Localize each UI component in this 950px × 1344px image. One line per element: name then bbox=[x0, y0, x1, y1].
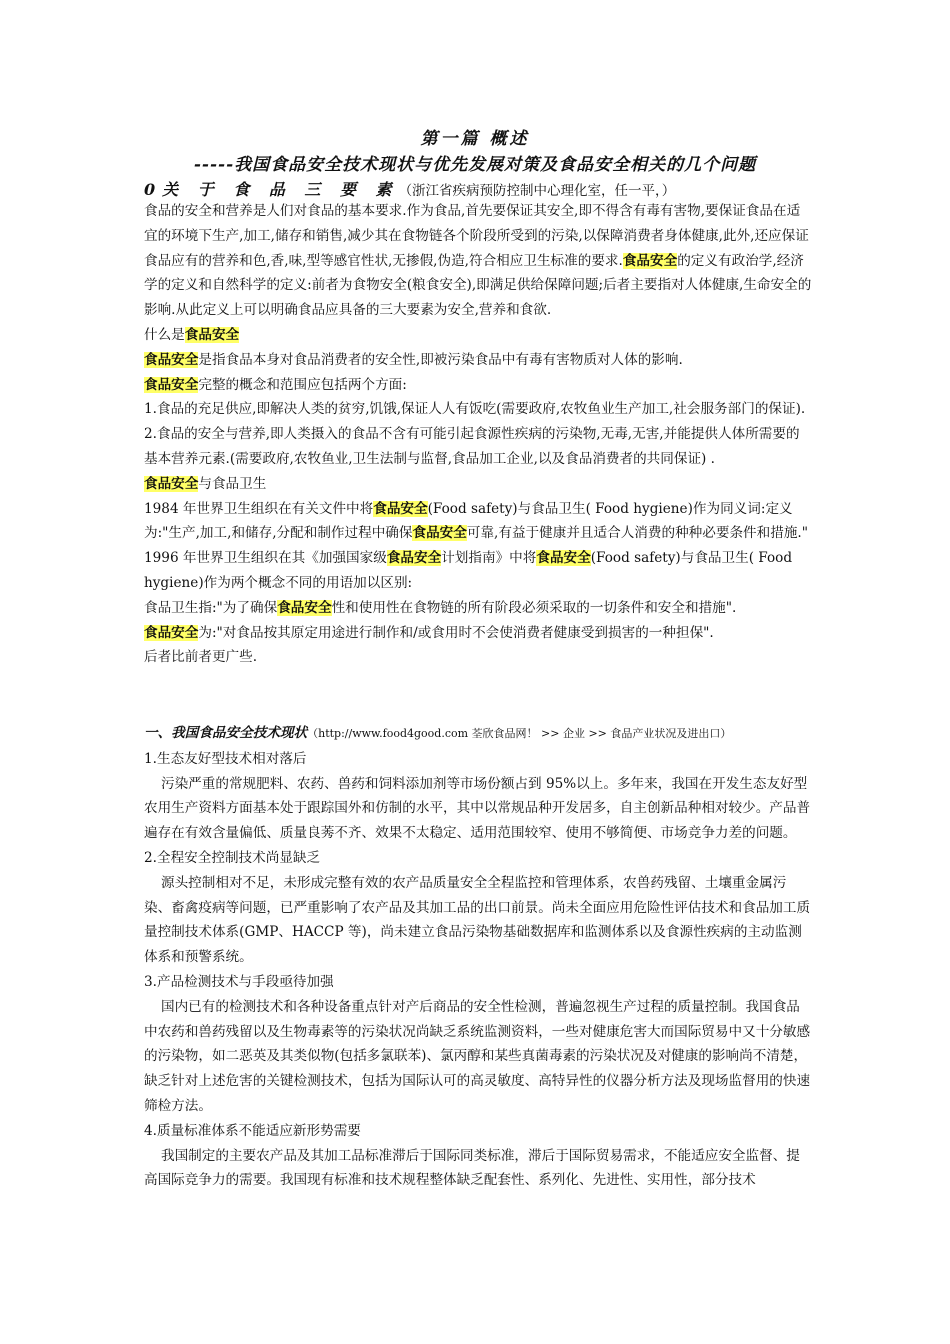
paragraph-safety-def bbox=[144, 621, 812, 646]
highlight-keyword: 食品安全 bbox=[373, 500, 428, 517]
section-1-heading: 一、我国食品安全技术现状 bbox=[144, 725, 308, 741]
item-3-text: 国内已有的检测技术和各种设备重点针对产后商品的安全性检测，普遍忽视生产过程的质量控制。我国食品中农药和兽药残留以及生物毒素等的污染状况尚缺乏系统监测资料，一些对健康危害大而国际贸易中又十分敏感的污染物，如二恶英及其类似物(包括多氯联苯)、氯丙醇和某些真菌毒素的污染状况及对健康的影响尚不清楚，缺乏针对上述危害的关键检测技术，包括为国际认可的高灵敏度、高特异性的仪器分析方法及现场监督用的快速筛检方法。 bbox=[144, 998, 811, 1114]
paragraph-definition bbox=[144, 199, 812, 323]
section-0-source: （浙江省疾病预防控制中心理化室，任一平，） bbox=[398, 183, 676, 199]
document-title: 第一篇 概述 bbox=[420, 129, 530, 149]
highlight-keyword: 食品安全 bbox=[277, 599, 332, 616]
text-run: 食品的安全和营养是人们对食品的基本要求.作为食品,首先要保证其安全,即不得含有毒有害物,要保证食品在适宜的环境下生产,加工,储存和销售,减少其在食物链各个阶段所受到的污染,以保障消费者身体健康,此外,还应保证食品应有的营养和色,香,味,型等感官性状,无掺假,伪造,符合相应卫生标准的要求. bbox=[144, 203, 809, 269]
paragraph-1984 bbox=[144, 497, 812, 547]
paragraph-hygiene-def bbox=[144, 596, 812, 621]
highlight-keyword: 食品安全 bbox=[144, 624, 199, 641]
item-1-heading: 1.生态友好型技术相对落后 bbox=[144, 750, 307, 767]
text-run: 1996 年世界卫生组织在其《加强国家级 bbox=[144, 550, 387, 567]
text-run: (Food safety)与食品卫生( Food hygiene)作为同义词:定义为:"生产,加工,和储存,分配和制作过程中确保 bbox=[144, 500, 793, 542]
item-2-text: 源头控制相对不足，未形成完整有效的农产品质量安全全程监控和管理体系，农兽药残留、土壤重金属污染、畜禽疫病等问题，已严重影响了农产品及其加工品的出口前景。尚未全面应用危险性评估技术和食品加工质量控制技术体系(GMP、HACCP 等)，尚未建立食品污染物基础数据库和监测体系以及食源性疾病的主动监测体系和预警系统。 bbox=[144, 874, 811, 966]
text-run: 性和使用性在食物链的所有阶段必须采取的一切条件和安全和措施". bbox=[331, 599, 737, 616]
section-0-heading: 0关 于 食 品 三 要 素 bbox=[144, 180, 399, 199]
item-4-text: 我国制定的主要农产品及其加工品标准滞后于国际同类标准，滞后于国际贸易需求，不能适应安全监督、提高国际竞争力的需要。我国现有标准和技术规程整体缺乏配套性、系列化、先进性、实用性，部分技术 bbox=[144, 1147, 800, 1189]
text-run: (Food safety)与食品卫生( Food hygiene)作为两个概念不同的用语加以区别: bbox=[144, 550, 793, 591]
text-run: 什么是 bbox=[144, 326, 185, 343]
paragraph-meaning bbox=[144, 348, 812, 373]
highlight-keyword: 食品安全 bbox=[144, 376, 199, 393]
paragraph-question bbox=[144, 323, 812, 348]
document-subtitle: -----我国食品安全技术现状与优先发展对策及食品安全相关的几个问题 bbox=[193, 155, 757, 175]
text-run: 食品卫生指:"为了确保 bbox=[144, 599, 278, 616]
highlight-keyword: 食品安全 bbox=[412, 525, 467, 542]
text-run: 可靠,有益于健康并且适合人消费的种种必要条件和措施." bbox=[466, 525, 809, 542]
section-1-header bbox=[144, 721, 812, 747]
highlight-keyword: 食品安全 bbox=[622, 252, 678, 269]
text-run: 计划指南》中将 bbox=[441, 550, 537, 567]
section-0-body bbox=[144, 199, 812, 670]
paragraph-scope-item-1: 1.食品的充足供应,即解决人类的贫穷,饥饿,保证人人有饭吃(需要政府,农牧鱼业生产加工,社会服务部门的保证). bbox=[144, 401, 806, 418]
text-run: 是指食品本身对食品消费者的安全性,即被污染食品中有毒有害物质对人体的影响. bbox=[198, 351, 683, 368]
paragraph-scope-item-2: 2.食品的安全与营养,即人类摄入的食品不含有可能引起食源性疾病的污染物,无毒,无害,并能提供人体所需要的基本营养元素.(需要政府,农牧鱼业,卫生法制与监督,食品加工企业,以及食品消费者的共同保证) . bbox=[144, 426, 800, 467]
section-0-header bbox=[144, 177, 675, 200]
highlight-keyword: 食品安全 bbox=[386, 550, 442, 567]
text-run: 与食品卫生 bbox=[198, 475, 267, 492]
paragraph-scope bbox=[144, 373, 812, 398]
highlight-keyword: 食品安全 bbox=[184, 326, 240, 343]
text-run: 的定义有政治学,经济学的定义和自然科学的定义:前者为食物安全(粮食安全),即满足供给保障问题;后者主要指对人体健康,生命安全的影响.从此定义上可以明确食品应具备的三大要素为安全,营养和食欲. bbox=[144, 252, 812, 319]
text-run: 为:"对食品按其原定用途进行制作和/或食用时不会使消费者健康受到损害的一种担保". bbox=[198, 624, 714, 641]
item-1-text: 污染严重的常规肥料、农药、兽药和饲料添加剂等市场份额占到 95%以上。多年来，我国在开发生态友好型农用生产资料方面基本处于跟踪国外和仿制的水平，其中以常规品种开发居多，自主创新品种相对较少。产品普遍存在有效含量偏低、质量良莠不齐、效果不太稳定、适用范围较窄、使用不够简便、市场竞争力差的问题。 bbox=[144, 775, 811, 842]
item-3-heading: 3.产品检测技术与手段亟待加强 bbox=[144, 973, 334, 990]
paragraph-1996 bbox=[144, 546, 812, 596]
paragraph-hygiene-heading bbox=[144, 472, 812, 497]
highlight-keyword: 食品安全 bbox=[144, 475, 199, 492]
text-run: 1984 年世界卫生组织在有关文件中将 bbox=[144, 500, 374, 517]
paragraph-conclusion: 后者比前者更广些. bbox=[144, 649, 258, 666]
section-1-body bbox=[144, 721, 812, 1193]
highlight-keyword: 食品安全 bbox=[144, 351, 199, 368]
text-run: 完整的概念和范围应包括两个方面: bbox=[198, 376, 407, 393]
highlight-keyword: 食品安全 bbox=[536, 550, 591, 567]
section-1-source: （http://www.food4good.com 荃欣食品网！ >> 企业 >> 食品产业状况及进出口） bbox=[307, 727, 732, 740]
item-4-heading: 4.质量标准体系不能适应新形势需要 bbox=[144, 1122, 361, 1139]
item-2-heading: 2.全程安全控制技术尚显缺乏 bbox=[144, 849, 321, 866]
